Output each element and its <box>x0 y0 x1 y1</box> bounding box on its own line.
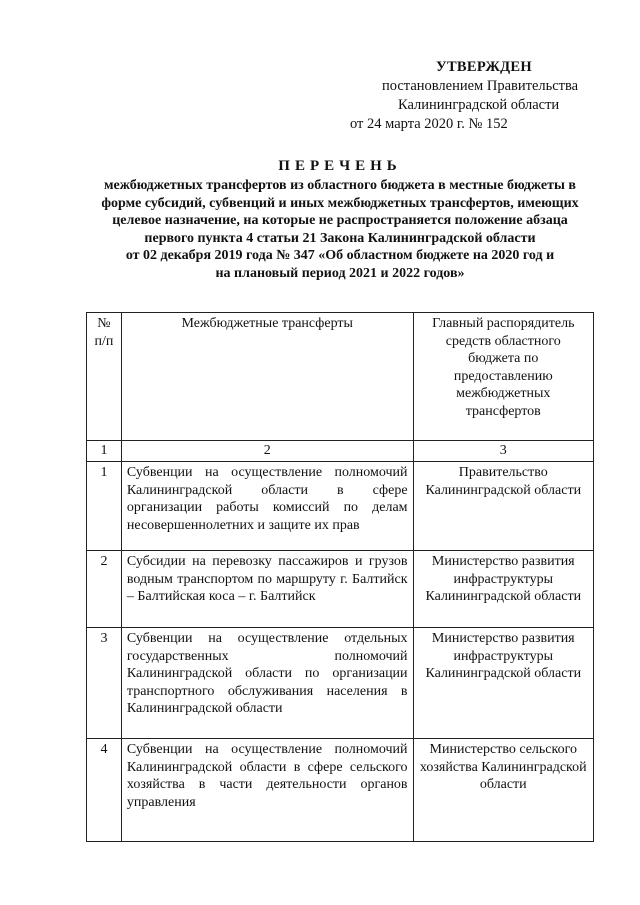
row-number: 1 <box>87 462 122 551</box>
document-title: ПЕРЕЧЕНЬ <box>278 158 402 174</box>
document-heading <box>80 158 600 282</box>
row-administrator: Министерство сельского хозяйства Калининградской области <box>413 739 593 842</box>
heading-line-1: межбюджетных трансфертов из областного бюджета в местные бюджеты в <box>104 178 576 193</box>
row-administrator: Правительство Калининградской области <box>413 462 593 551</box>
approval-region: Калининградской области <box>398 97 560 113</box>
row-number: 2 <box>87 551 122 628</box>
table-row <box>87 551 594 628</box>
column-number-row <box>87 441 594 462</box>
heading-line-4: первого пункта 4 статьи 21 Закона Калининградской области <box>144 230 536 246</box>
row-transfer: Субвенции на осуществление отдельных государственных полномочий Калининградской области по организации транспортного обслуживания населения в Калининградской области <box>121 628 413 739</box>
heading-line-2: форме субсидий, субвенций и иных межбюджетных трансфертов, имеющих <box>101 195 579 211</box>
table-row <box>87 628 594 739</box>
table-row <box>87 462 594 551</box>
row-number: 4 <box>87 739 122 842</box>
heading-line-3: целевое назначение, на которые не распространяется положение абзаца <box>112 213 568 228</box>
row-transfer: Субвенции на осуществление полномочий Калининградской области в сфере сельского хозяйства в части деятельности органов управления <box>121 739 413 842</box>
header-transfers: Межбюджетные трансферты <box>121 313 413 441</box>
approval-date-number: от 24 марта 2020 г. № 152 <box>350 116 508 132</box>
row-number: 3 <box>87 628 122 739</box>
heading-line-6: на плановый период 2021 и 2022 годов» <box>215 265 465 281</box>
approval-resolution: постановлением Правительства <box>382 78 579 94</box>
transfers-table <box>86 312 594 842</box>
row-transfer: Субсидии на перевозку пассажиров и грузов водным транспортом по маршруту г. Балтийск – Балтийская коса – г. Балтийск <box>121 551 413 628</box>
row-administrator: Министерство развития инфраструктуры Калининградской области <box>413 628 593 739</box>
header-number: № п/п <box>87 313 122 441</box>
approval-title: УТВЕРЖДЕН <box>436 59 532 75</box>
column-number-2: 2 <box>121 441 413 462</box>
heading-line-5: от 02 декабря 2019 года № 347 «Об областном бюджете на 2020 год и <box>125 248 555 263</box>
table-header-row <box>87 313 594 441</box>
row-transfer: Субвенции на осуществление полномочий Калининградской области в сфере организации работы комиссий по делам несовершеннолетних и защите их прав <box>121 462 413 551</box>
table-row <box>87 739 594 842</box>
header-administrator: Главный распорядитель средств областного бюджета по предоставлению межбюджетных трансфертов <box>413 313 593 441</box>
row-administrator: Министерство развития инфраструктуры Калининградской области <box>413 551 593 628</box>
column-number-3: 3 <box>413 441 593 462</box>
column-number-1: 1 <box>87 441 122 462</box>
approval-stamp <box>330 58 620 134</box>
